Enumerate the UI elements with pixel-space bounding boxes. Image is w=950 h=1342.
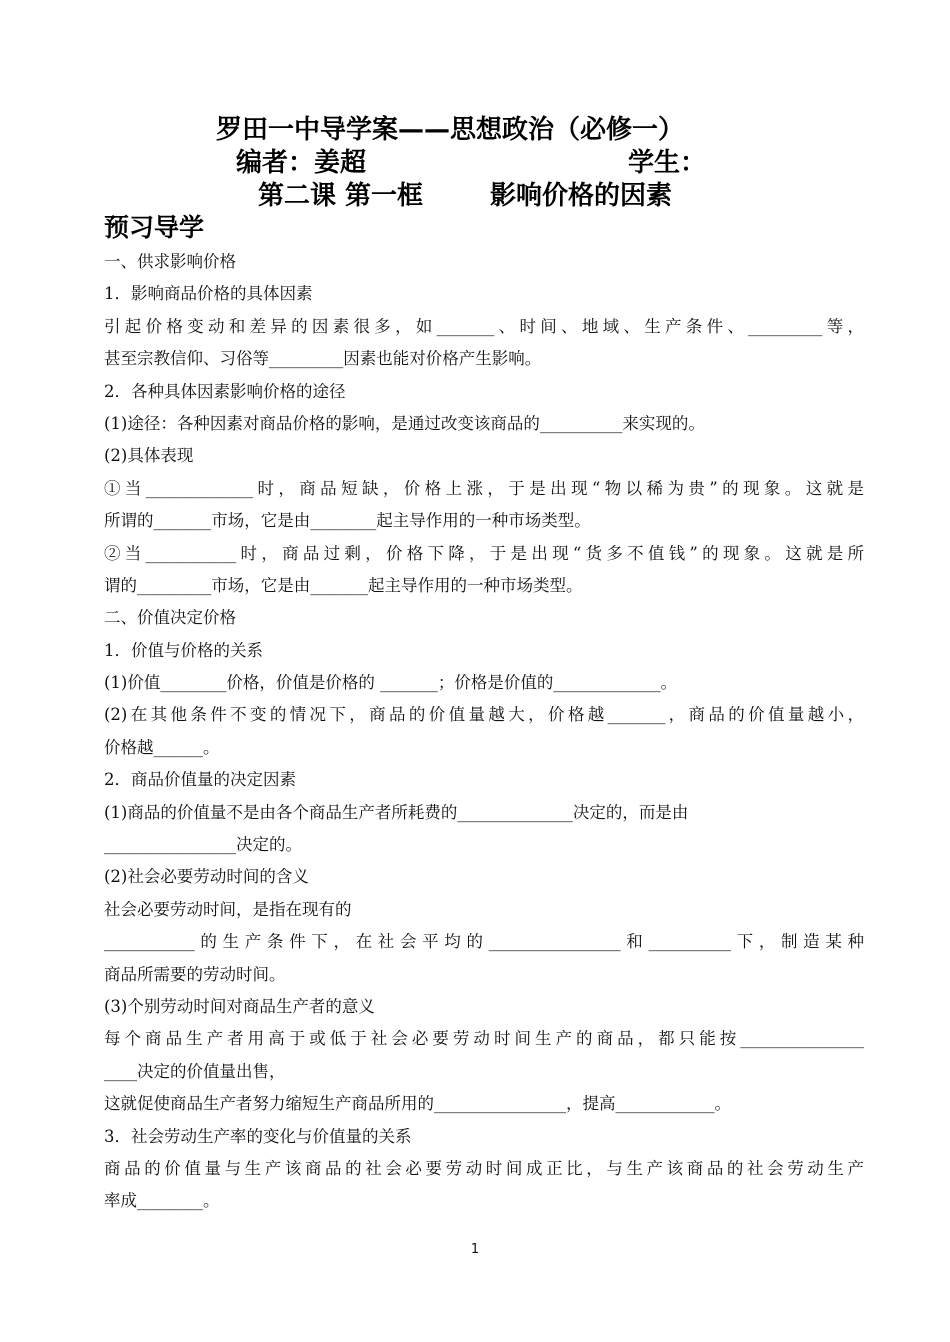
page-number: 1 (470, 1242, 480, 1257)
text-line: 甚至宗教信仰、习俗等_________因素也能对价格产生影响。 (104, 349, 542, 369)
text-line: ①当_____________时，商品短缺，价格上涨，于是出现“物以稀为贵”的现象。这就是 (104, 478, 864, 498)
document-title: 罗田一中导学案——思想政治（必修一） (216, 115, 685, 145)
text-line: 引起价格变动和差异的因素很多，如_______、时间、地域、生产条件、_________等， (104, 316, 864, 336)
text-line: 商品的价值量与生产该商品的社会必要劳动时间成正比，与生产该商品的社会劳动生产 (104, 1158, 864, 1178)
lesson-label: 第二课 第一框 (258, 181, 424, 211)
text-line: 2．商品价值量的决定因素 (104, 770, 296, 790)
text-line: ___________的生产条件下，在社会平均的________________和__________下，制造某种 (104, 932, 864, 952)
text-line: 价格越______。 (104, 737, 220, 757)
text-line: 1．影响商品价格的具体因素 (104, 284, 313, 304)
text-line: (1)价值________价格，价值是价格的 _______；价格是价值的_____________。 (104, 673, 678, 693)
text-line: 每个商品生产者用高于或低于社会必要劳动时间生产的商品，都只能按_______________ (104, 1029, 864, 1049)
text-line: 谓的_________市场，它是由_______起主导作用的一种市场类型。 (104, 575, 583, 595)
text-line: 率成________。 (104, 1191, 220, 1211)
text-line: ____决定的价值量出售， (104, 1061, 286, 1081)
lesson-topic: 影响价格的因素 (490, 181, 673, 211)
text-line: (2)在其他条件不变的情况下，商品的价值量越大，价格越_______，商品的价值量越小， (104, 705, 864, 725)
text-line: (3)个别劳动时间对商品生产者的意义 (104, 996, 375, 1016)
section-heading: 预习导学 (104, 213, 205, 242)
text-line: 商品所需要的劳动时间。 (104, 964, 286, 984)
text-line: (2)具体表现 (104, 446, 194, 466)
text-line: (1)途径：各种因素对商品价格的影响，是通过改变该商品的__________来实现的。 (104, 413, 705, 433)
text-line: ________________决定的。 (104, 835, 302, 855)
student-label: 学生： (628, 148, 707, 178)
text-line: 二、价值决定价格 (104, 608, 236, 628)
document-body (104, 246, 864, 1218)
text-line: (1)商品的价值量不是由各个商品生产者所耗费的______________决定的，而是由 (104, 802, 689, 822)
text-line: 所谓的_______市场，它是由________起主导作用的一种市场类型。 (104, 511, 591, 531)
text-line: 社会必要劳动时间，是指在现有的 (104, 899, 352, 919)
text-line: 2．各种具体因素影响价格的途径 (104, 381, 346, 401)
text-line: ②当___________时，商品过剩，价格下降，于是出现“货多不值钱”的现象。这就是所 (104, 543, 864, 563)
text-line: 这就促使商品生产者努力缩短生产商品所用的________________，提高____________。 (104, 1094, 731, 1114)
text-line: (2)社会必要劳动时间的含义 (104, 867, 309, 887)
editor-label: 编者：姜超 (236, 148, 367, 178)
text-line: 一、供求影响价格 (104, 252, 236, 271)
text-line: 1．价值与价格的关系 (104, 640, 263, 660)
text-line: 3．社会劳动生产率的变化与价值量的关系 (104, 1126, 412, 1146)
